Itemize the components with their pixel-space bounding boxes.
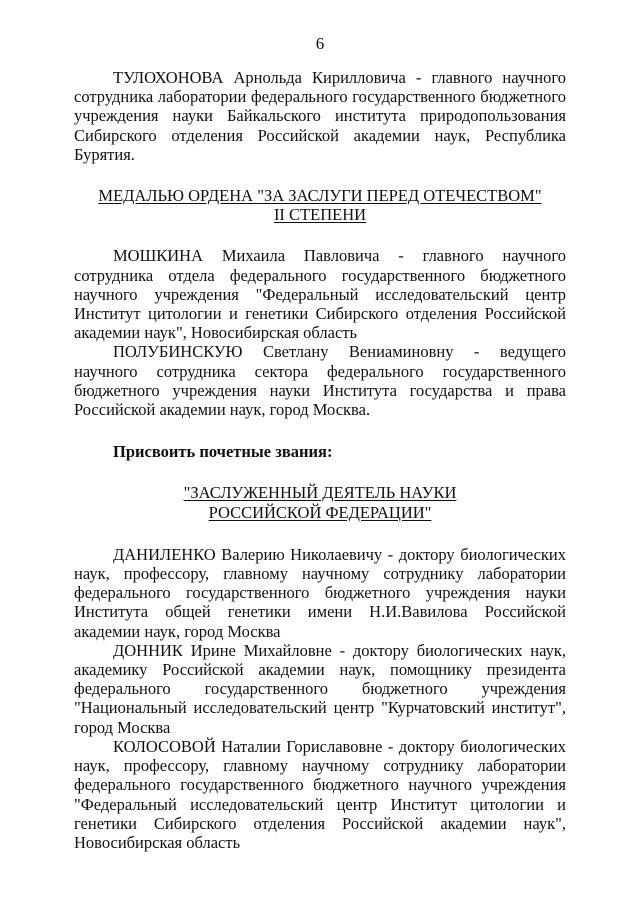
paragraph-moshkin: МОШКИНА Михаила Павловича - главного научного сотрудника отдела федерального государственного бюджетного научного учреждения "Федеральный исследовательский центр Институт цитологии и генетики Сибирского отделения Российской академии наук", Новосибирская область [74, 246, 566, 343]
paragraph-kolosova: КОЛОСОВОЙ Наталии Гориславовне - доктору биологических наук, профессору, главному научному сотруднику лаборатории федерального государственного бюджетного научного учреждения "Федеральный исследовательский центр Институт цитологии и генетики Сибирского отделения Российской академии наук", Новосибирская область [74, 736, 566, 852]
spacer [74, 419, 566, 442]
spacer [74, 164, 566, 186]
paragraph-donnik: ДОННИК Ирине Михайловне - доктору биологических наук, академику Российской академии наук, помощнику президента федерального государственного бюджетного учреждения "Национальный исследовательский центр "Курчатовский институт", город Москва [74, 640, 566, 737]
document-body [74, 68, 566, 852]
heading-medal-order [74, 186, 566, 224]
spacer [74, 461, 566, 483]
spacer [74, 224, 566, 246]
heading-medal-line2: II СТЕПЕНИ [273, 205, 367, 225]
heading-scientist-line2: РОССИЙСКОЙ ФЕДЕРАЦИИ" [208, 502, 432, 522]
paragraph-tulokhonov: ТУЛОХОНОВА Арнольда Кирилловича - главного научного сотрудника лаборатории федерального государственного бюджетного учреждения науки Байкальского института природопользования Сибирского отделения Российской академии наук, Республика Бурятия. [74, 68, 566, 164]
page-number: 6 [315, 34, 325, 53]
paragraph-danilenko: ДАНИЛЕНКО Валерию Николаевичу - доктору биологических наук, профессору, главному научному сотруднику лаборатории федерального государственного бюджетного учреждения науки Института общей генетики имени Н.И.Вавилова Российской академии наук, город Москва [74, 544, 566, 641]
heading-scientist-line1: "ЗАСЛУЖЕННЫЙ ДЕЯТЕЛЬ НАУКИ [183, 483, 457, 503]
heading-honored-scientist [74, 483, 566, 521]
spacer [74, 522, 566, 545]
paragraph-polubinskaya: ПОЛУБИНСКУЮ Светлану Вениаминовну - ведущего научного сотрудника сектора федерального государственного бюджетного учреждения науки Института государства и права Российской академии наук, город Москва. [74, 342, 566, 420]
honorary-titles-label: Присвоить почетные звания: [113, 442, 333, 462]
heading-medal-line1: МЕДАЛЬЮ ОРДЕНА "ЗА ЗАСЛУГИ ПЕРЕД ОТЕЧЕСТВОМ" [98, 186, 542, 206]
